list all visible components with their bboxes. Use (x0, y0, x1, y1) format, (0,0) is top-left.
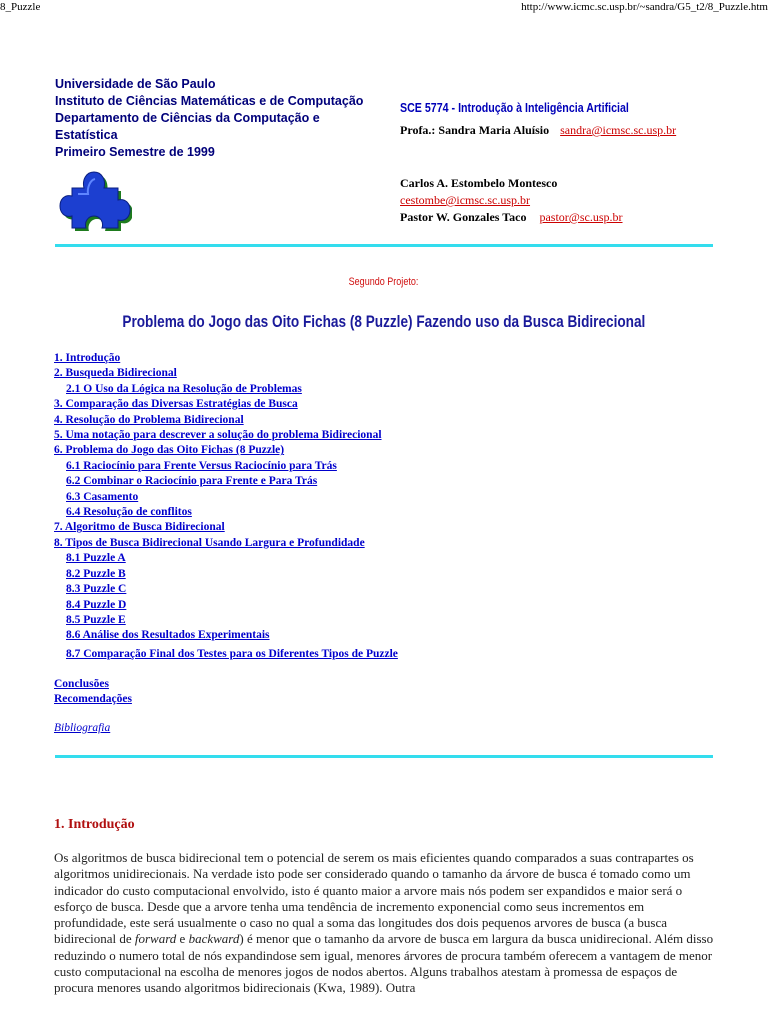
project-label: Segundo Projeto: (349, 276, 419, 288)
institution-line: Departamento de Ciências da Computação e (55, 111, 320, 125)
print-header (0, 0, 768, 16)
bibliography-link[interactable]: Bibliografia (54, 722, 111, 734)
professor-line (400, 123, 760, 138)
toc-link[interactable]: 7. Algoritmo de Busca Bidirecional (54, 521, 225, 534)
toc-link[interactable]: 2. Busqueda Bidirecional (54, 367, 177, 380)
toc-link[interactable]: 3. Comparação das Diversas Estratégias de Busca (54, 398, 298, 411)
institution-line: Primeiro Semestre de 1999 (55, 145, 215, 159)
author-line (400, 209, 760, 226)
table-of-contents (54, 351, 398, 662)
toc-link[interactable]: 6. Problema do Jogo das Oito Fichas (8 Puzzle) (54, 444, 285, 457)
section-body (54, 850, 714, 997)
conclusions-link[interactable]: Conclusões (54, 678, 109, 690)
horizontal-divider (55, 244, 713, 247)
section-heading: 1. Introdução (54, 817, 135, 832)
authors-block (400, 175, 760, 226)
toc-link[interactable]: 6.3 Casamento (66, 490, 139, 503)
bibliography-link-wrap (54, 722, 110, 734)
institution-block (55, 76, 385, 161)
print-header-url: http://www.icmc.sc.usp.br/~sandra/G5_t2/8_Puzzle.htm (521, 1, 768, 13)
toc-link[interactable]: 8.5 Puzzle E (66, 613, 126, 626)
institution-line: Estatística (55, 128, 118, 142)
professor-name: Profa.: Sandra Maria Aluísio (400, 123, 550, 137)
puzzle-piece-icon (58, 166, 132, 232)
extra-links (54, 677, 132, 708)
institution-line: Universidade de São Paulo (55, 77, 216, 91)
course-title: SCE 5774 - Introdução à Inteligência Artificial (400, 100, 629, 115)
author-email-link[interactable]: pastor@sc.usp.br (539, 210, 623, 224)
toc-link[interactable]: 6.1 Raciocínio para Frente Versus Raciocínio para Trás (66, 459, 337, 472)
institution-line: Instituto de Ciências Matemáticas e de Computação (55, 94, 364, 108)
toc-link[interactable]: 4. Resolução do Problema Bidirecional (54, 413, 244, 426)
author-email-link[interactable]: cestombe@icmsc.sc.usp.br (400, 193, 531, 207)
horizontal-divider (55, 755, 713, 758)
term-backward: backward (188, 931, 240, 947)
toc-link[interactable]: 8. Tipos de Busca Bidirecional Usando Largura e Profundidade (54, 536, 365, 549)
print-header-title: 8_Puzzle (0, 1, 41, 13)
toc-link[interactable]: 8.6 Análise dos Resultados Experimentais (66, 629, 270, 642)
toc-link[interactable]: 8.2 Puzzle B (66, 567, 126, 580)
toc-link[interactable]: 6.4 Resolução de conflitos (66, 506, 192, 519)
course-info (400, 100, 760, 138)
recommendations-link[interactable]: Recomendações (54, 693, 132, 706)
author-name: Carlos A. Estombelo Montesco (400, 176, 558, 190)
toc-link[interactable]: 1. Introdução (54, 352, 121, 364)
toc-link[interactable]: 6.2 Combinar o Raciocínio para Frente e Para Trás (66, 475, 318, 488)
professor-email-link[interactable]: sandra@icmsc.sc.usp.br (560, 123, 677, 137)
toc-link[interactable]: 8.3 Puzzle C (66, 583, 127, 596)
page-title: Problema do Jogo das Oito Fichas (8 Puzzle) Fazendo uso da Busca Bidirecional (122, 312, 646, 331)
paragraph: Os algoritmos de busca bidirecional tem o potencial de serem os mais eficientes quando comparados a suas contrapartes os algoritmos unidirecionais. Na verdade isto pode ser considerado quando o tamanho da árvore de busca é tomado como um indicador do custo computacional envolvido, isto é quanto maior a arvore mais nós podem ser expandidos e maior será o esforço de busca. Desde que a arvore tenha uma tendência de incremento exponencial como seus incrementos em profundidade, este será usualmente o caso no qual a soma das longitudes dos dois pequenos arvores de busca (a busca bidirecional de forward e backward) é menor que o tamanho da arvore de busca em largura da busca unidirecional. Além disso reduzindo o numero total de nós expandindose sem igual, menores árvores de procura também oferecem a vantagem de menor custo computacional na escolha de menores jogos de nodos abertos. Alguns trabalhos atestam à promessa de espaços de procura menores usando algoritmos bidirecionais (Kwa, 1989). Outra (54, 850, 714, 996)
toc-link[interactable]: 5. Uma notação para descrever a solução do problema Bidirecional (54, 429, 382, 442)
toc-link[interactable]: 8.4 Puzzle D (66, 598, 127, 611)
term-forward: forward (134, 931, 177, 947)
toc-link[interactable]: 2.1 O Uso da Lógica na Resolução de Problemas (66, 382, 302, 395)
author-name: Pastor W. Gonzales Taco (400, 210, 527, 224)
toc-link[interactable]: 8.7 Comparação Final dos Testes para os Diferentes Tipos de Puzzle (66, 647, 398, 660)
toc-link[interactable]: 8.1 Puzzle A (66, 552, 126, 565)
